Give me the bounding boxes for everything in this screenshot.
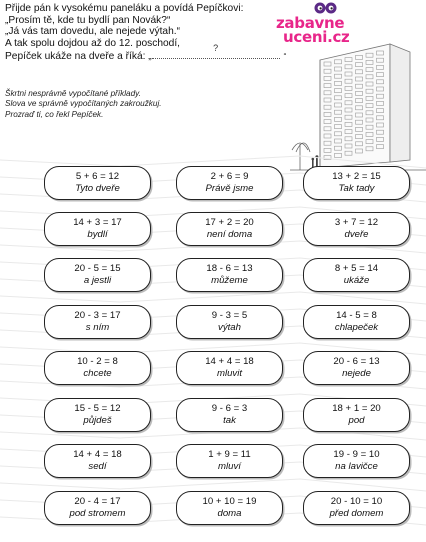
exercise-equation: 20 - 4 = 17 xyxy=(74,496,121,507)
instruction-line: Škrtni nesprávně vypočítané příklady. xyxy=(5,89,141,98)
exercise-word: mluvit xyxy=(216,367,243,379)
exercise-equation: 9 - 6 = 3 xyxy=(211,403,248,414)
exercise-equation: 15 - 5 = 12 xyxy=(74,403,121,414)
exercise-word: sedí xyxy=(88,460,107,472)
exercise-card[interactable] xyxy=(176,258,283,292)
exercise-card[interactable] xyxy=(176,212,283,246)
instructions xyxy=(5,89,162,120)
exercise-equation: 18 + 1 = 20 xyxy=(332,403,381,414)
stair-step-line xyxy=(0,292,426,304)
exercise-word: chlapeček xyxy=(334,321,379,333)
exercise-equation: 5 + 6 = 12 xyxy=(75,171,120,182)
exercise-card[interactable] xyxy=(44,305,151,339)
exercise-card[interactable] xyxy=(176,166,283,200)
story-text xyxy=(5,3,287,63)
answer-blank[interactable] xyxy=(152,43,280,59)
exercise-equation: 14 + 4 = 18 xyxy=(205,356,254,367)
exercise-word: Tyto dveře xyxy=(75,182,120,194)
exercise-word: pod stromem xyxy=(69,507,126,519)
exercise-word: můžeme xyxy=(211,274,248,286)
exercise-word: bydlí xyxy=(87,228,108,240)
story-line: Přijde pán k vysokému paneláku a povídá Pepíčkovi: xyxy=(5,3,244,14)
exercise-word: chcete xyxy=(83,367,112,379)
exercise-word: před domem xyxy=(329,507,384,519)
exercise-equation: 8 + 5 = 14 xyxy=(334,263,379,274)
exercise-card[interactable] xyxy=(176,444,283,478)
exercise-equation: 20 - 10 = 10 xyxy=(330,496,383,507)
exercise-word: půjdeš xyxy=(83,414,112,426)
exercise-card[interactable] xyxy=(303,212,410,246)
story-line-prefix: Pepíček ukáže na dveře a říká: „ xyxy=(5,51,152,63)
exercise-equation: 19 - 9 = 10 xyxy=(333,449,380,460)
exercise-card[interactable] xyxy=(176,351,283,385)
exercise-equation: 20 - 6 = 13 xyxy=(333,356,380,367)
exercise-card[interactable] xyxy=(44,212,151,246)
exercise-word: nejede xyxy=(342,367,371,379)
exercise-word: a jestli xyxy=(83,274,112,286)
exercise-equation: 20 - 5 = 15 xyxy=(74,263,121,274)
exercise-card[interactable] xyxy=(176,398,283,432)
exercise-word: dveře xyxy=(344,228,369,240)
exercise-card[interactable] xyxy=(176,305,283,339)
exercise-equation: 14 + 4 = 18 xyxy=(73,449,122,460)
exercise-card[interactable] xyxy=(44,444,151,478)
exercise-equation: 1 + 9 = 11 xyxy=(208,449,251,460)
exercise-word: není doma xyxy=(206,228,253,240)
exercise-card[interactable] xyxy=(44,258,151,292)
exercise-equation: 13 + 2 = 15 xyxy=(332,171,381,182)
exercise-word: na lavičce xyxy=(335,460,378,472)
exercise-equation: 2 + 6 = 9 xyxy=(210,171,249,182)
exercise-equation: 14 - 5 = 8 xyxy=(336,310,377,321)
exercise-card[interactable] xyxy=(303,258,410,292)
exercise-equation: 3 + 7 = 12 xyxy=(334,217,379,228)
exercise-word: s ním xyxy=(85,321,110,333)
exercise-equation: 17 + 2 = 20 xyxy=(205,217,254,228)
stair-step-line xyxy=(0,479,426,491)
exercise-card[interactable] xyxy=(44,491,151,525)
staircase-background xyxy=(0,150,426,542)
exercise-card[interactable] xyxy=(44,351,151,385)
story-line: „Prosím tě, kde tu bydlí pan Novák?“ xyxy=(5,14,171,26)
instruction-line: Prozraď ti, co řekl Pepíček. xyxy=(5,109,104,119)
exercise-equation: 14 + 3 = 17 xyxy=(73,217,122,228)
exercise-word: ukáže xyxy=(343,274,370,286)
instruction-line: Slova ve správně vypočítaných zakroužkuj. xyxy=(5,99,162,109)
closing-quote: “ xyxy=(283,52,287,62)
exercise-card[interactable] xyxy=(303,398,410,432)
answer-question-mark: ? xyxy=(213,43,219,54)
exercise-word: pod xyxy=(348,414,365,426)
story-line: A tak spolu dojdou až do 12. poschodí, xyxy=(5,37,181,49)
exercise-equation: 20 - 3 = 17 xyxy=(74,310,121,321)
story-line: „Já vás tam dovedu, ale nejede výtah.“ xyxy=(5,26,180,38)
logo-word-1: zabavne xyxy=(276,14,345,32)
exercise-card[interactable] xyxy=(303,351,410,385)
exercise-card[interactable] xyxy=(44,398,151,432)
logo-word-2: uceni.cz xyxy=(283,28,350,46)
exercise-card[interactable] xyxy=(303,444,410,478)
exercise-card[interactable] xyxy=(44,166,151,200)
exercise-card[interactable] xyxy=(303,166,410,200)
exercise-word: Tak tady xyxy=(338,182,375,194)
owl-eyes-icon xyxy=(314,1,338,15)
exercise-equation: 10 + 10 = 19 xyxy=(202,496,257,507)
exercise-word: Právě jsme xyxy=(205,182,254,194)
exercise-card[interactable] xyxy=(176,491,283,525)
exercise-equation: 9 - 3 = 5 xyxy=(211,310,248,321)
exercise-word: doma xyxy=(217,507,242,519)
exercise-card[interactable] xyxy=(303,491,410,525)
exercise-word: mluví xyxy=(218,460,241,472)
exercise-equation: 10 - 2 = 8 xyxy=(77,356,118,367)
exercise-equation: 18 - 6 = 13 xyxy=(206,263,253,274)
exercise-word: tak xyxy=(223,414,236,426)
exercise-word: výtah xyxy=(218,321,241,333)
exercise-card[interactable] xyxy=(303,305,410,339)
